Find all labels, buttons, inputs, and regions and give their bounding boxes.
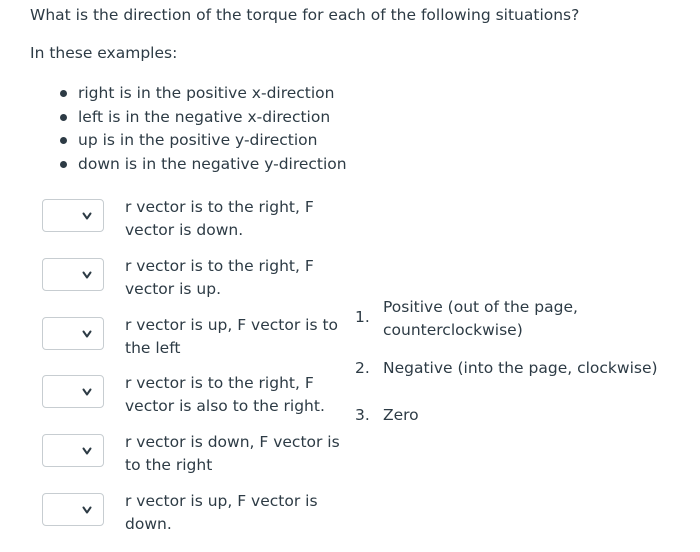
- question-text: What is the direction of the torque for each of the following situations?: [30, 6, 580, 24]
- answer-number: 2.: [355, 359, 370, 377]
- match-row: [42, 196, 342, 244]
- chevron-down-icon: [82, 269, 92, 281]
- direction-conventions-list: [58, 82, 347, 176]
- prompt-text: r vector is to the right, F vector is also to the right.: [125, 374, 325, 415]
- answer-dropdown[interactable]: [42, 317, 104, 350]
- prompt-text: r vector is to the right, F vector is up.: [125, 257, 314, 298]
- chevron-down-icon: [82, 210, 92, 222]
- answer-dropdown[interactable]: [42, 199, 104, 232]
- match-row: [42, 314, 342, 362]
- chevron-down-icon: [82, 504, 92, 516]
- answer-dropdown[interactable]: [42, 434, 104, 467]
- prompt-text: r vector is up, F vector is down.: [125, 492, 318, 533]
- answer-dropdown[interactable]: [42, 258, 104, 291]
- answer-dropdown[interactable]: [42, 375, 104, 408]
- chevron-down-icon: [82, 445, 92, 457]
- chevron-down-icon: [82, 386, 92, 398]
- prompt-text: r vector is to the right, F vector is down.: [125, 198, 314, 239]
- list-item: down is in the negative y-direction: [58, 153, 347, 177]
- intro-text: In these examples:: [30, 44, 178, 62]
- match-row: [42, 255, 342, 303]
- answer-number: 1.: [355, 308, 370, 326]
- list-item: left is in the negative x-direction: [58, 106, 347, 130]
- list-item: right is in the positive x-direction: [58, 82, 347, 106]
- answer-number: 3.: [355, 406, 370, 424]
- match-row: [42, 372, 342, 420]
- answer-text: Negative (into the page, clockwise): [383, 359, 658, 377]
- prompt-text: r vector is down, F vector is to the right: [125, 433, 340, 474]
- answer-text: Zero: [383, 406, 419, 424]
- answer-dropdown[interactable]: [42, 493, 104, 526]
- prompt-text: r vector is up, F vector is to the left: [125, 316, 339, 357]
- list-item: up is in the positive y-direction: [58, 129, 347, 153]
- match-row: [42, 431, 342, 479]
- answer-text: Positive (out of the page, counterclockwise): [383, 298, 578, 339]
- match-row: [42, 490, 342, 538]
- chevron-down-icon: [82, 328, 92, 340]
